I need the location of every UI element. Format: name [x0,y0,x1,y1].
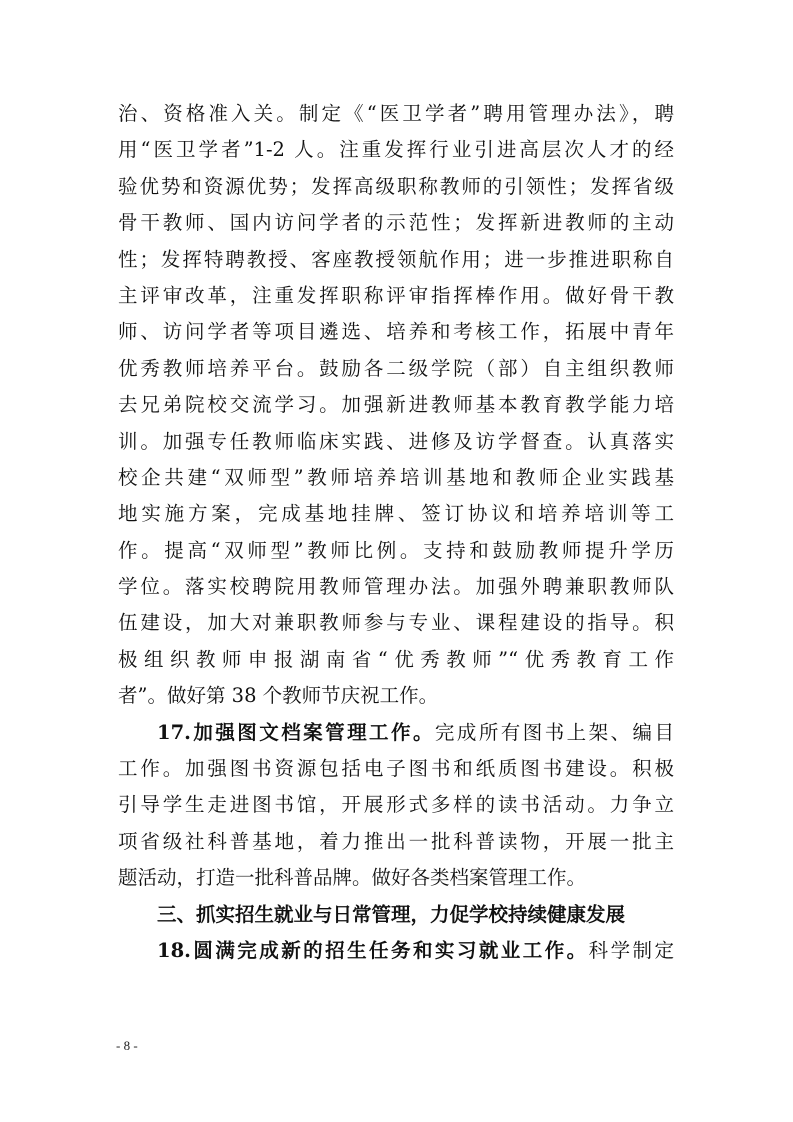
paragraph-line: 主评审改革，注重发挥职称评审指挥棒作用。做好骨干教 [118,283,674,307]
paragraph-line: 训。加强专任教师临床实践、进修及访学督查。认真落实 [118,429,674,453]
item-18-first-line-text: 科学制定 [588,938,674,962]
page-body [118,96,674,969]
paragraph-line: 校企共建“双师型”教师培养培训基地和教师企业实践基 [118,465,674,489]
item-17-title: 17.加强图文档案管理工作。 [157,720,435,744]
item-18-first-line [118,933,674,969]
item-17-line: 引导学生走进图书馆，开展形式多样的读书活动。力争立 [118,793,674,817]
paragraph-line: 性；发挥特聘教授、客座教授领航作用；进一步推进职称自 [118,247,674,271]
item-17-line: 项省级社科普基地，着力推出一批科普读物，开展一批主 [118,829,674,853]
paragraph-line: 骨干教师、国内访问学者的示范性；发挥新进教师的主动 [118,211,674,235]
item-18-title: 18.圆满完成新的招生任务和实习就业工作。 [157,938,589,962]
item-17-line: 工作。加强图书资源包括电子图书和纸质图书建设。积极 [118,757,674,781]
paragraph-line: 者”。做好第 38 个教师节庆祝工作。 [118,684,439,708]
paragraph-line: 验优势和资源优势；发挥高级职称教师的引领性；发挥省级 [118,174,674,198]
paragraph-line: 作。提高“双师型”教师比例。支持和鼓励教师提升学历 [118,538,674,562]
item-17-first-line [118,715,674,751]
item-17-first-line-text: 完成所有图书上架、编目 [434,720,674,744]
paragraph-line: 治、资格准入关。制定《“医卫学者”聘用管理办法》，聘 [118,102,674,125]
section-3-heading: 三、抓实招生就业与日常管理，力促学校持续健康发展 [157,902,626,926]
paragraph-line: 极组织教师申报湖南省“优秀教师”“优秀教育工作 [118,647,674,671]
item-18-enrollment [118,933,674,969]
paragraph-teacher-team [118,96,674,715]
paragraph-line: 优秀教师培养平台。鼓励各二级学院（部）自主组织教师 [118,356,674,380]
paragraph-line: 地实施方案，完成基地挂牌、签订协议和培养培训等工 [118,502,674,526]
item-17-line: 题活动，打造一批科普品牌。做好各类档案管理工作。 [118,866,587,890]
paragraph-line: 伍建设，加大对兼职教师参与专业、课程建设的指导。积 [118,611,674,635]
paragraph-line: 用“医卫学者”1-2 人。注重发挥行业引进高层次人才的经 [118,138,674,162]
page-number: - 8 - [116,1038,138,1053]
paragraph-line: 学位。落实校聘院用教师管理办法。加强外聘兼职教师队 [118,575,674,599]
item-17-archives [118,715,674,897]
paragraph-line: 师、访问学者等项目遴选、培养和考核工作，拓展中青年 [118,320,674,344]
paragraph-line: 去兄弟院校交流学习。加强新进教师基本教育教学能力培 [118,393,674,417]
